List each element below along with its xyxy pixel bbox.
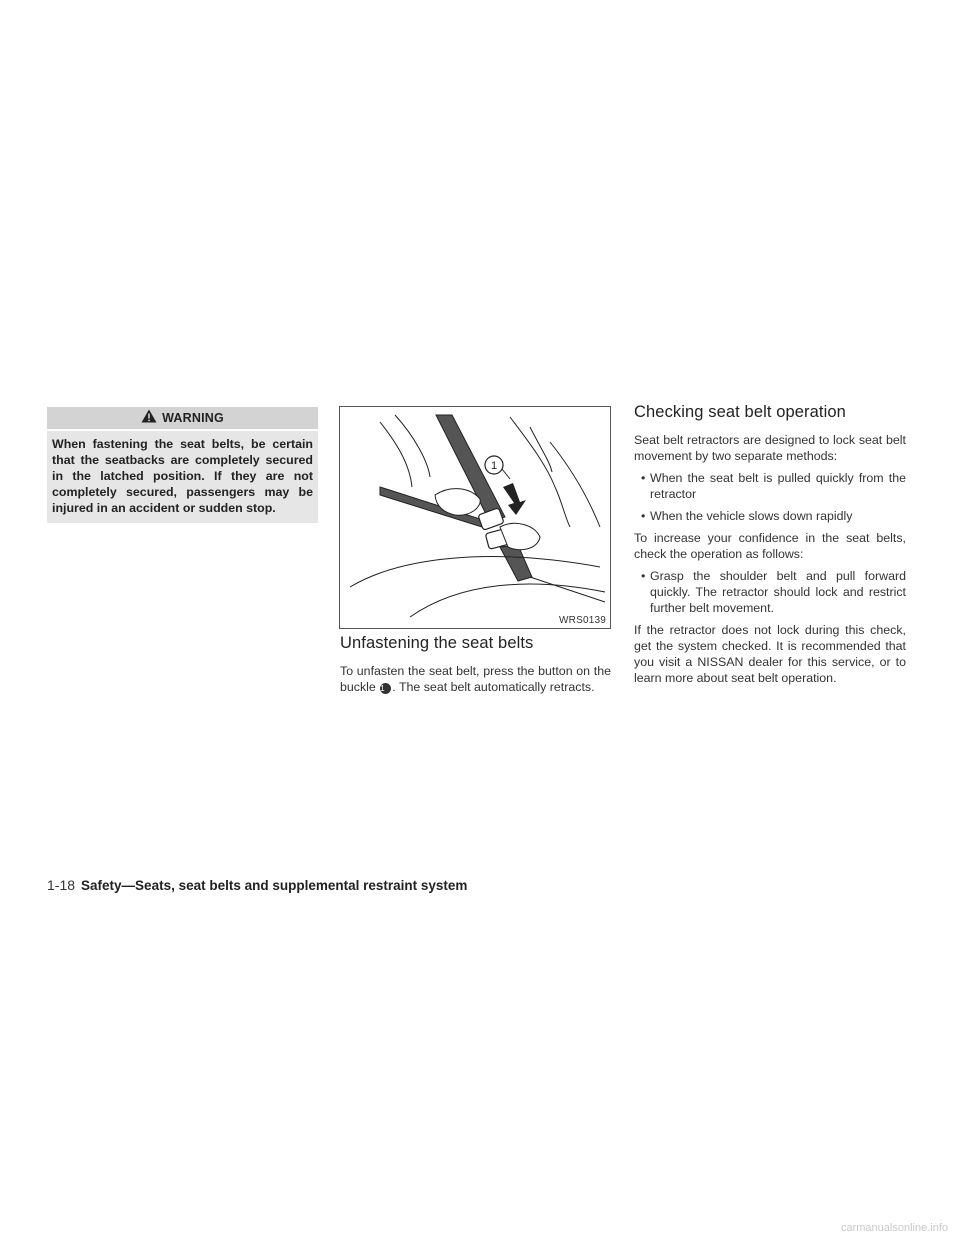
checking-section bbox=[634, 403, 906, 692]
checking-heading: Checking seat belt operation bbox=[634, 403, 846, 421]
unfasten-section bbox=[340, 634, 611, 701]
unfasten-text-before: To unfasten the seat belt, press the button on the buckle bbox=[340, 664, 611, 694]
buckle-drawing bbox=[340, 407, 611, 629]
page-footer bbox=[47, 877, 467, 893]
list-item: • When the vehicle slows down rapidly bbox=[641, 509, 853, 523]
unfasten-heading: Unfastening the seat belts bbox=[340, 634, 534, 652]
unfasten-text bbox=[340, 663, 611, 695]
warning-header bbox=[47, 407, 318, 429]
checking-confidence: To increase your confidence in the seat belts, check the operation as follows: bbox=[634, 531, 906, 561]
list-item: • Grasp the shoulder belt and pull forward quickly. The retractor should lock and restrict further belt movement. bbox=[641, 569, 906, 615]
section-title: Safety—Seats, seat belts and supplemental restraint system bbox=[81, 878, 468, 893]
seat-belt-illustration bbox=[339, 406, 611, 629]
list-item: • When the seat belt is pulled quickly from the retractor bbox=[641, 471, 906, 501]
warning-label: WARNING bbox=[162, 411, 224, 425]
warning-triangle-icon bbox=[141, 409, 157, 428]
callout-number: 1 bbox=[490, 460, 498, 472]
step-text: Grasp the shoulder belt and pull forward quickly. The retractor should lock and restrict further belt movement. bbox=[650, 569, 906, 615]
callout-ref: 1 bbox=[380, 683, 391, 694]
method-text: When the seat belt is pulled quickly from the retractor bbox=[650, 471, 906, 501]
checking-closing: If the retractor does not lock during this check, get the system checked. It is recommended that you visit a NISSAN dealer for this service, or to learn more about seat belt operation. bbox=[634, 623, 906, 685]
warning-box bbox=[47, 407, 318, 523]
warning-body bbox=[47, 431, 318, 523]
watermark: carmanualsonline.info bbox=[840, 1222, 948, 1234]
warning-text: When fastening the seat belts, be certain that the seatbacks are completely secured in the latched position. If they are not completely secured, passengers may be injured in an accident or sudden stop. bbox=[52, 437, 313, 515]
figure-code: WRS0139 bbox=[559, 615, 606, 626]
page-number: 1-18 bbox=[47, 877, 76, 893]
unfasten-text-after: . The seat belt automatically retracts. bbox=[392, 680, 595, 694]
method-text: When the vehicle slows down rapidly bbox=[650, 509, 853, 523]
checking-intro: Seat belt retractors are designed to lock seat belt movement by two separate methods: bbox=[634, 433, 906, 463]
